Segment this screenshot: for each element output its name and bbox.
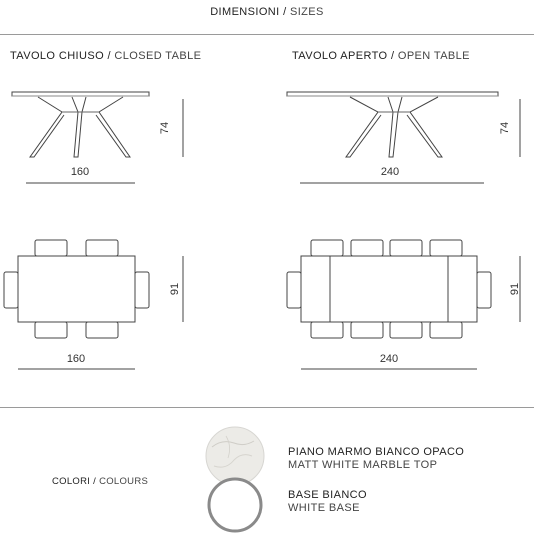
open-height-label: 74 — [499, 121, 511, 135]
closed-table-side-view — [12, 92, 149, 157]
open-table-label-sep: / — [387, 50, 398, 62]
page-title-main: DIMENSIONI — [210, 6, 280, 18]
closed-width-label: 160 — [70, 166, 90, 178]
open-depth-label: 91 — [509, 282, 521, 296]
open-width-label: 240 — [380, 166, 400, 178]
colour-item-marble-name: PIANO MARMO BIANCO OPACO — [288, 446, 465, 458]
closed-height-label: 74 — [159, 121, 171, 135]
colour-item-marble — [288, 446, 464, 472]
colours-label — [52, 476, 148, 487]
open-table-label-main: TAVOLO APERTO — [292, 50, 388, 62]
colours-label-main: COLORI — [52, 476, 91, 487]
colour-item-marble-sub: MATT WHITE MARBLE TOP — [288, 459, 438, 471]
colour-swatches — [206, 427, 264, 531]
colours-divider — [0, 407, 534, 408]
closed-table-label-sub: CLOSED TABLE — [114, 50, 202, 62]
marble-swatch — [206, 427, 264, 485]
closed-table-label-sep: / — [104, 50, 115, 62]
colour-item-base-sub: WHITE BASE — [288, 502, 360, 514]
page-title-sub: SIZES — [289, 6, 324, 18]
colour-item-base — [288, 489, 367, 515]
closed-depth-label: 91 — [169, 282, 181, 296]
open-table-side-view — [287, 92, 498, 157]
colours-label-sub: COLOURS — [99, 476, 149, 487]
closed-table-plan-view — [4, 240, 149, 338]
open-plan-width-label: 240 — [379, 353, 399, 365]
page-title-sep: / — [279, 6, 290, 18]
closed-table-label-main: TAVOLO CHIUSO — [10, 50, 105, 62]
open-table-label-sub: OPEN TABLE — [397, 50, 470, 62]
colours-label-sep: / — [90, 476, 100, 487]
open-table-plan-view — [287, 240, 491, 338]
white-swatch — [209, 479, 261, 531]
closed-plan-width-label: 160 — [66, 353, 86, 365]
colour-item-base-name: BASE BIANCO — [288, 489, 367, 501]
